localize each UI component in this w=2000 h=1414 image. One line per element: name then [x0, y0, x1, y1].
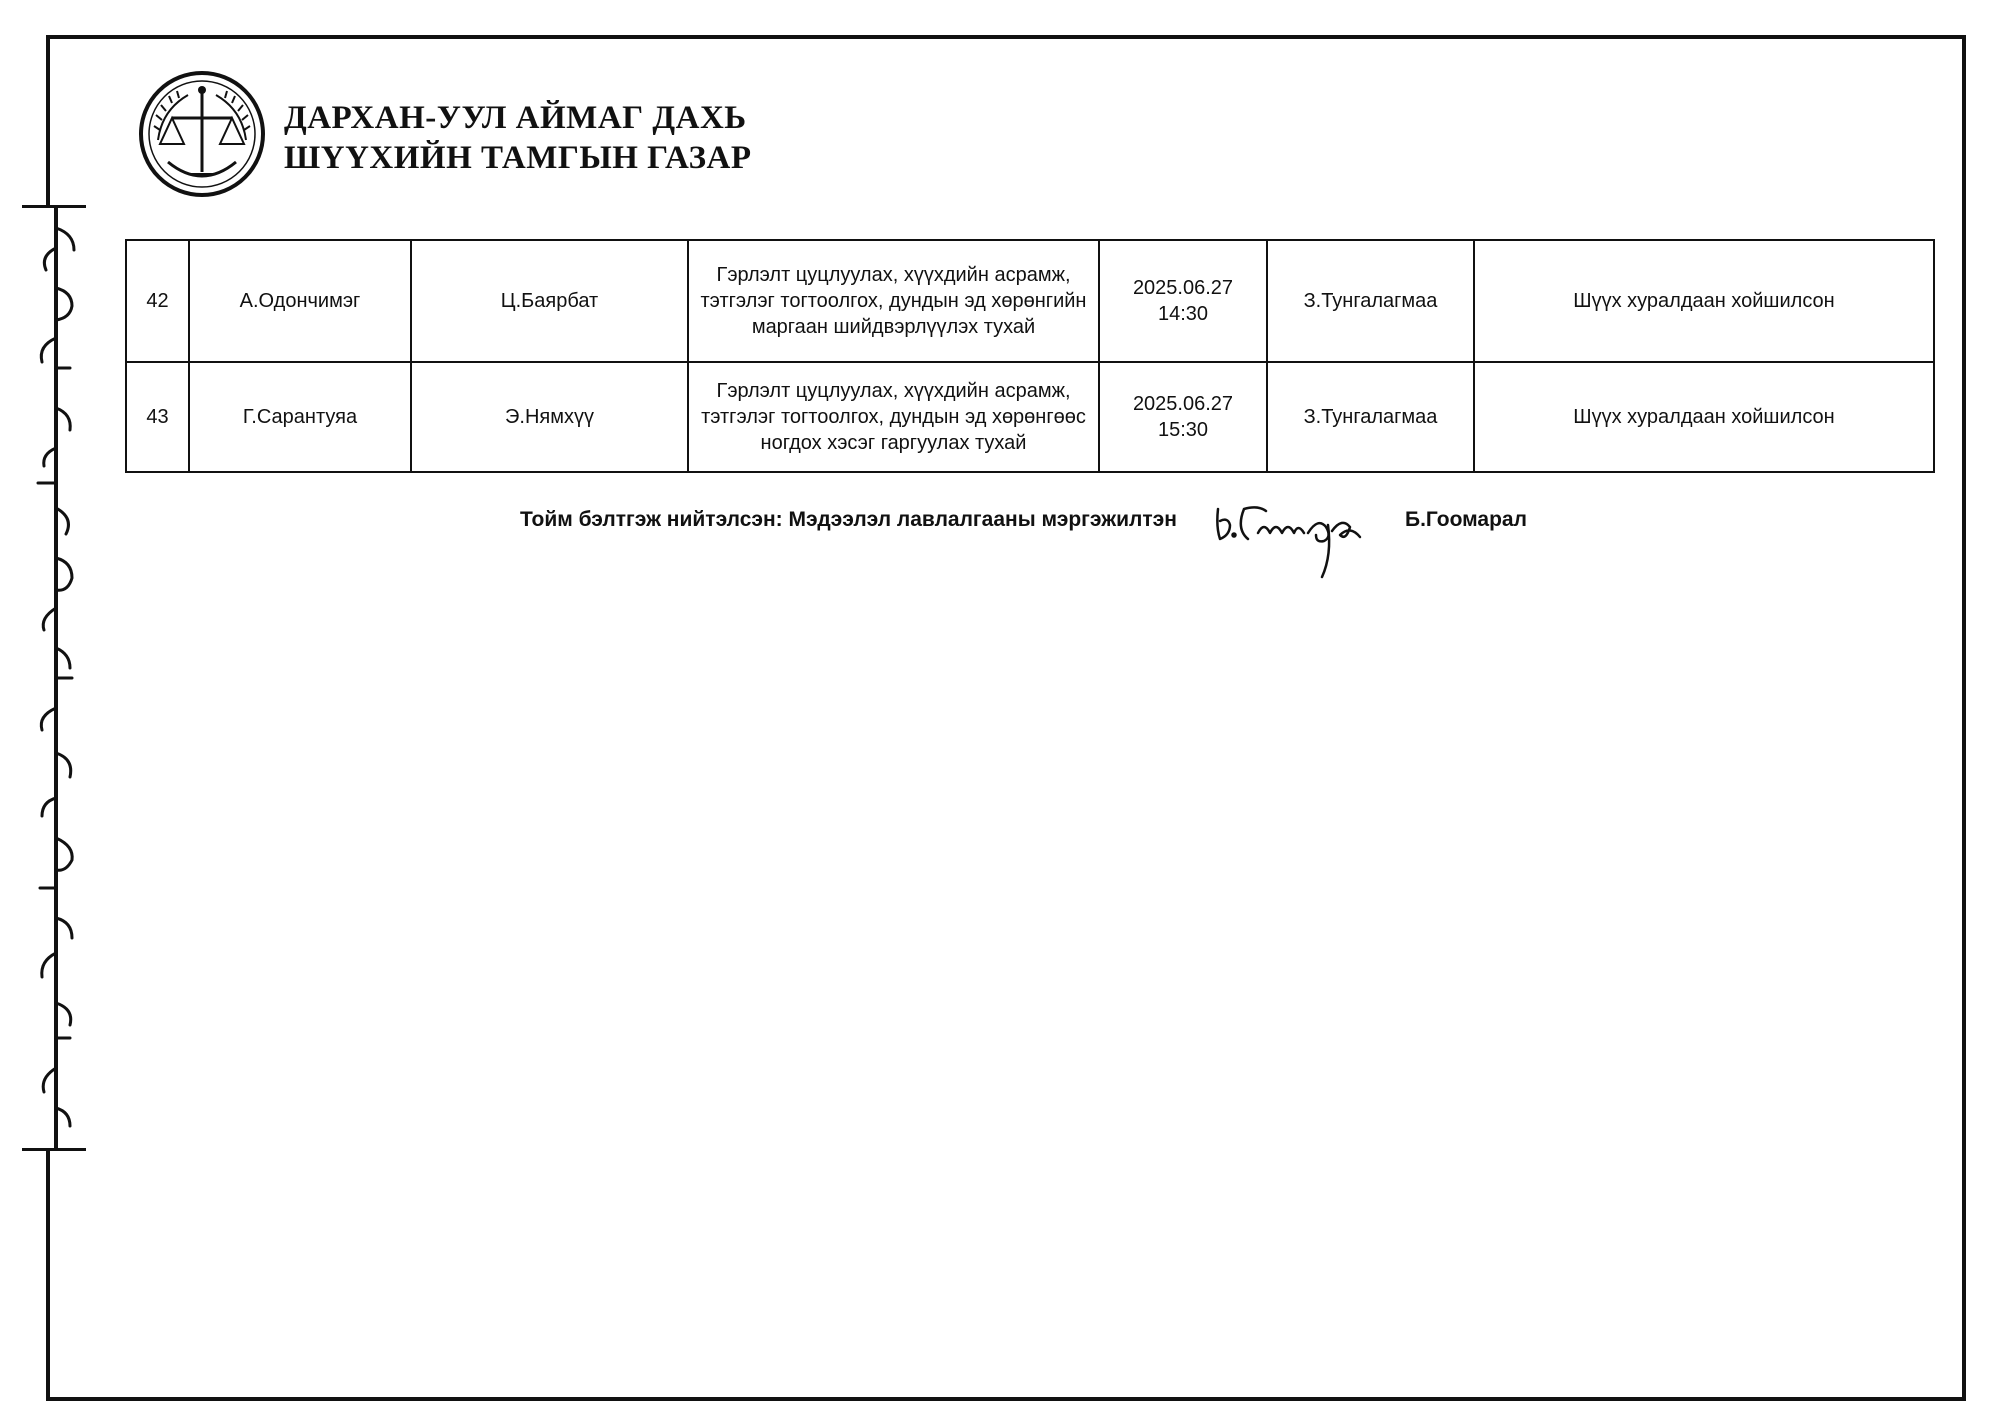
hearing-datetime-cell	[1099, 362, 1267, 472]
judge-cell: З.Тунгалагмаа	[1267, 240, 1474, 362]
court-scales-emblem-icon	[138, 70, 266, 198]
claim-cell: Гэрлэлт цуцлуулах, хүүхдийн асрамж, тэтгэлэг тогтоолгох, дундын эд хөрөнгийн маргаан шийдвэрлүүлэх тухай	[688, 240, 1099, 362]
table-row	[126, 362, 1934, 472]
case-number-cell: 43	[126, 362, 189, 472]
result-cell: Шүүх хуралдаан хойшилсон	[1474, 240, 1934, 362]
court-hearings-table	[125, 239, 1935, 473]
claim-cell: Гэрлэлт цуцлуулах, хүүхдийн асрамж, тэтгэлэг тогтоолгох, дундын эд хөрөнгөөс ногдох хэсэг гаргуулах тухай	[688, 362, 1099, 472]
hearing-datetime-cell	[1099, 240, 1267, 362]
case-number-cell: 42	[126, 240, 189, 362]
plaintiff-cell: А.Одончимэг	[189, 240, 411, 362]
mongolian-script-banner	[22, 205, 86, 1151]
mongolian-script-icon	[22, 208, 86, 1148]
table-row	[126, 240, 1934, 362]
org-name-line1: ДАРХАН-УУЛ АЙМАГ ДАХЬ	[284, 100, 747, 136]
hearing-time: 14:30	[1157, 303, 1209, 325]
defendant-cell: Ц.Баярбат	[411, 240, 688, 362]
organization-name	[284, 98, 751, 178]
defendant-cell: Э.Нямхүү	[411, 362, 688, 472]
preparer-name: Б.Гоомарал	[1405, 508, 1527, 531]
org-name-line2: ШҮҮХИЙН ТАМГЫН ГАЗАР	[284, 140, 752, 176]
hearing-date: 2025.06.27	[1132, 277, 1234, 299]
hearing-date: 2025.06.27	[1132, 393, 1234, 415]
prepared-by-label: Тойм бэлтгэж нийтэлсэн: Мэдээлэл лавлалгааны мэргэжилтэн	[520, 508, 1177, 531]
hearing-time: 15:30	[1157, 419, 1209, 441]
judge-cell: З.Тунгалагмаа	[1267, 362, 1474, 472]
handwritten-signature	[1210, 495, 1380, 585]
result-cell: Шүүх хуралдаан хойшилсон	[1474, 362, 1934, 472]
plaintiff-cell: Г.Сарантуяа	[189, 362, 411, 472]
